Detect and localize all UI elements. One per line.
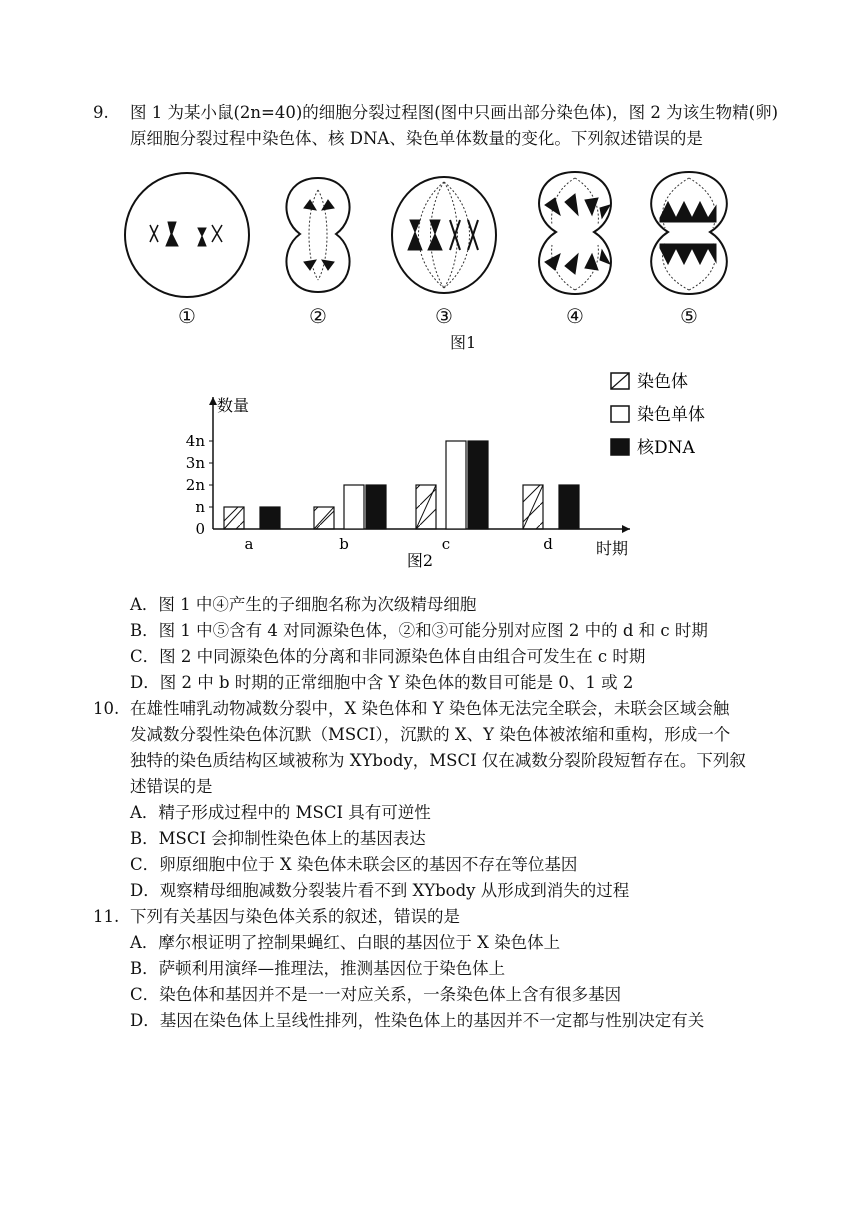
y-axis-arrow — [209, 397, 217, 405]
bar-c-2 — [468, 441, 488, 529]
q9-stem-line1: 图 1 为某小鼠(2n=40)的细胞分裂过程图(图中只画出部分染色体)，图 2 为该生物精(卵) — [130, 103, 779, 122]
q11-option-a: A．摩尔根证明了控制果蝇红、白眼的基因位于 X 染色体上 — [130, 933, 561, 952]
q9-option-a: A．图 1 中④产生的子细胞名称为次级精母细胞 — [130, 595, 477, 614]
q9-option-d: D．图 2 中 b 时期的正常细胞中含 Y 染色体的数目可能是 0、1 或 2 — [130, 673, 634, 692]
legend-label-1: 染色单体 — [637, 405, 705, 425]
figure2-chart — [0, 365, 860, 575]
q11-option-d: D．基因在染色体上呈线性排列，性染色体上的基因并不一定都与性别决定有关 — [130, 1011, 705, 1030]
cell-label-5: ⑤ — [680, 304, 698, 328]
q10-stem-line3: 独特的染色质结构区域被称为 XYbody，MSCI 仅在减数分裂阶段短暂存在。下列叙 — [130, 751, 746, 770]
q10-stem-line2: 发减数分裂性染色体沉默（MSCI），沉默的 X、Y 染色体被浓缩和重构，形成一个 — [130, 725, 731, 744]
cell-3-outline — [392, 177, 496, 293]
figure1-caption: 图1 — [450, 333, 477, 352]
cell-5-outline — [651, 172, 727, 294]
x-axis-arrow — [622, 525, 630, 533]
q10-stem-line4: 述错误的是 — [130, 777, 213, 796]
y-axis-label: 数量 — [217, 396, 250, 415]
bar-c-1 — [446, 441, 466, 529]
x-tick-label-c: c — [441, 535, 451, 553]
legend-label-0: 染色体 — [637, 372, 688, 392]
y-tick-label: 2n — [185, 476, 205, 494]
bar-a-2 — [260, 507, 280, 529]
x-tick-label-d: d — [543, 535, 553, 553]
x-tick-label-b: b — [339, 535, 349, 553]
cell-label-4: ④ — [566, 304, 584, 328]
bar-d-2 — [559, 485, 579, 529]
q9-option-b: B．图 1 中⑤含有 4 对同源染色体，②和③可能分别对应图 2 中的 d 和 c 时期 — [130, 621, 708, 640]
cell-label-1: ① — [178, 304, 196, 328]
y-tick-label: 0 — [195, 520, 205, 538]
q9-option-c: C．图 2 中同源染色体的分离和非同源染色体自由组合可发生在 c 时期 — [130, 647, 646, 666]
q10-stem-line1: 在雄性哺乳动物减数分裂中，X 染色体和 Y 染色体无法完全联会，未联会区域会触 — [130, 699, 730, 718]
q10-number: 10. — [93, 699, 120, 718]
bar-b-2 — [366, 485, 386, 529]
q11-number: 11. — [93, 907, 120, 926]
cell-4-outline — [539, 172, 611, 294]
q10-option-a: A．精子形成过程中的 MSCI 具有可逆性 — [130, 803, 431, 822]
bar-b-1 — [344, 485, 364, 529]
cell-label-3: ③ — [435, 304, 453, 328]
q9-number: 9. — [93, 103, 109, 122]
y-tick-label: n — [195, 498, 205, 516]
q10-option-d: D．观察精母细胞减数分裂装片看不到 XYbody 从形成到消失的过程 — [130, 881, 630, 900]
legend-label-2: 核DNA — [637, 438, 695, 458]
x-axis-label: 时期 — [596, 539, 629, 558]
q11-stem: 下列有关基因与染色体关系的叙述，错误的是 — [130, 907, 460, 926]
q11-option-c: C．染色体和基因并不是一一对应关系，一条染色体上含有很多基因 — [130, 985, 622, 1004]
figure2-caption: 图2 — [406, 551, 434, 570]
y-tick-label: 4n — [185, 432, 205, 450]
y-tick-label: 3n — [185, 454, 205, 472]
q9-stem-line2: 原细胞分裂过程中染色体、核 DNA、染色单体数量的变化。下列叙述错误的是 — [130, 129, 703, 148]
legend-swatch-2 — [611, 439, 629, 455]
q11-option-b: B．萨顿利用演绎—推理法，推测基因位于染色体上 — [130, 959, 506, 978]
x-tick-label-a: a — [244, 535, 254, 553]
cell-1-outline — [125, 173, 249, 297]
legend-swatch-1 — [611, 406, 629, 422]
q10-option-b: B．MSCI 会抑制性染色体上的基因表达 — [130, 829, 426, 848]
cell-label-2: ② — [309, 304, 327, 328]
cell-2-outline — [286, 178, 349, 292]
q10-option-c: C．卵原细胞中位于 X 染色体未联会区的基因不存在等位基因 — [130, 855, 578, 874]
